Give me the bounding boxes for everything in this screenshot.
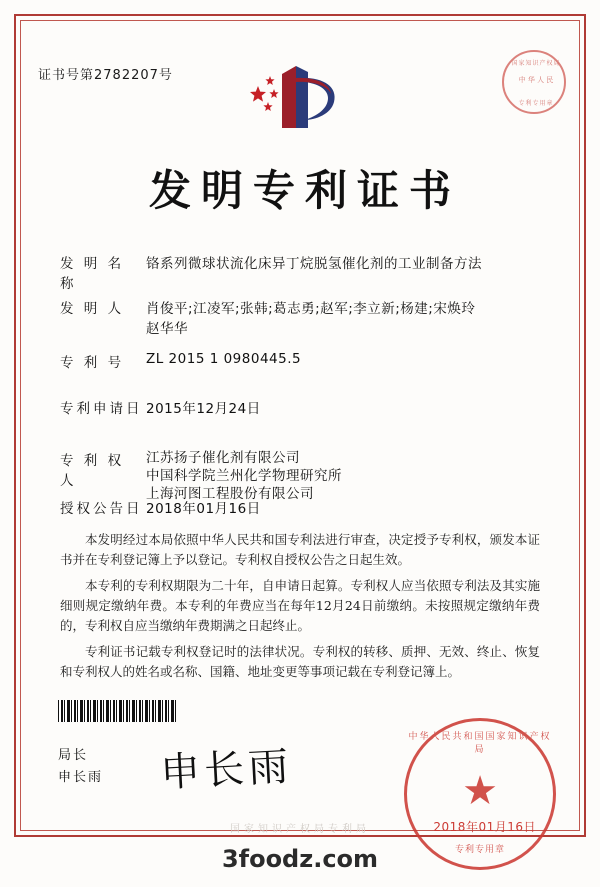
- grant-date-label: 授权公告日: [60, 501, 143, 517]
- body-paragraph-2: 本专利的专利权期限为二十年，自申请日起算。专利权人应当依照专利法及其实施细则规定缴纳年费。本专利的年费应当在每年12月24日前缴纳。未按照规定缴纳年费的，专利权自应当缴纳年费期满之日起终止。: [60, 578, 540, 633]
- site-watermark: 3foodz.com: [221, 845, 379, 873]
- director-signature: 申长雨: [159, 743, 294, 797]
- field-patent-number: [60, 351, 560, 371]
- field-application-date: [60, 397, 560, 417]
- top-seal-arc-text: 国家知识产权局: [511, 60, 561, 67]
- star-icon: ★: [462, 767, 498, 814]
- official-seal-date: 2018年01月16日: [433, 820, 536, 834]
- director-block: [58, 745, 103, 789]
- field-invention-name: [60, 252, 560, 292]
- official-seal-bottom-text: 专利专用章: [454, 845, 505, 855]
- invention-name-value: 铬系列微球状流化床异丁烷脱氢催化剂的工业制备方法: [146, 256, 482, 272]
- inventors-label: 发 明 人: [60, 301, 125, 317]
- top-seal-bottom-text: 专利专用章: [518, 100, 554, 107]
- field-inventors: [60, 297, 560, 337]
- faint-bottom-text: 国家知识产权局专利局: [230, 824, 370, 835]
- top-seal-mid-text: 中 华 人 民: [518, 76, 554, 84]
- application-date-label: 专利申请日: [60, 401, 143, 417]
- official-seal-top-text: 中华人民共和国国家知识产权局: [408, 732, 552, 755]
- body-paragraph-1: 本发明经过本局依照中华人民共和国专利法进行审查，决定授予专利权，颁发本证书并在专利登记簿上予以登记。专利权自授权公告之日起生效。: [60, 532, 540, 567]
- legal-body-text: [60, 530, 540, 688]
- patent-owner-line-2: 中国科学院兰州化学物理研究所: [146, 468, 342, 484]
- inventors-line-1: 肖俊平;江凌军;张韩;葛志勇;赵军;李立新;杨建;宋焕玲: [146, 301, 476, 317]
- field-grant-date: [60, 497, 560, 517]
- inventors-line-2: 赵华华: [146, 321, 188, 337]
- field-patent-owner: [60, 449, 560, 503]
- barcode: [58, 700, 176, 722]
- patent-number-value: ZL 2015 1 0980445.5: [146, 351, 302, 367]
- page-title: 发明专利证书: [148, 166, 461, 215]
- body-paragraph-3: 专利证书记载专利权登记时的法律状况。专利权的转移、质押、无效、终止、恢复和专利权人的姓名或名称、国籍、地址变更等事项记载在专利登记簿上。: [60, 644, 540, 679]
- certificate-number: 证书号第2782207号: [38, 68, 173, 83]
- patent-number-label: 专 利 号: [60, 355, 125, 371]
- director-label: 局长: [58, 748, 89, 763]
- invention-name-label: 发 明 名 称: [60, 256, 125, 292]
- patent-owner-label: 专 利 权 人: [60, 453, 125, 489]
- patent-owner-value: [146, 449, 342, 503]
- patent-owner-line-1: 江苏扬子催化剂有限公司: [146, 450, 300, 466]
- cnipa-emblem-icon: [238, 58, 358, 136]
- application-date-value: 2015年12月24日: [146, 401, 261, 417]
- inventors-value: [146, 297, 475, 337]
- patent-owner-line-3: 上海河图工程股份有限公司: [146, 486, 314, 502]
- top-right-seal: [502, 50, 566, 114]
- director-name: 申长雨: [58, 770, 104, 785]
- grant-date-value: 2018年01月16日: [146, 501, 261, 517]
